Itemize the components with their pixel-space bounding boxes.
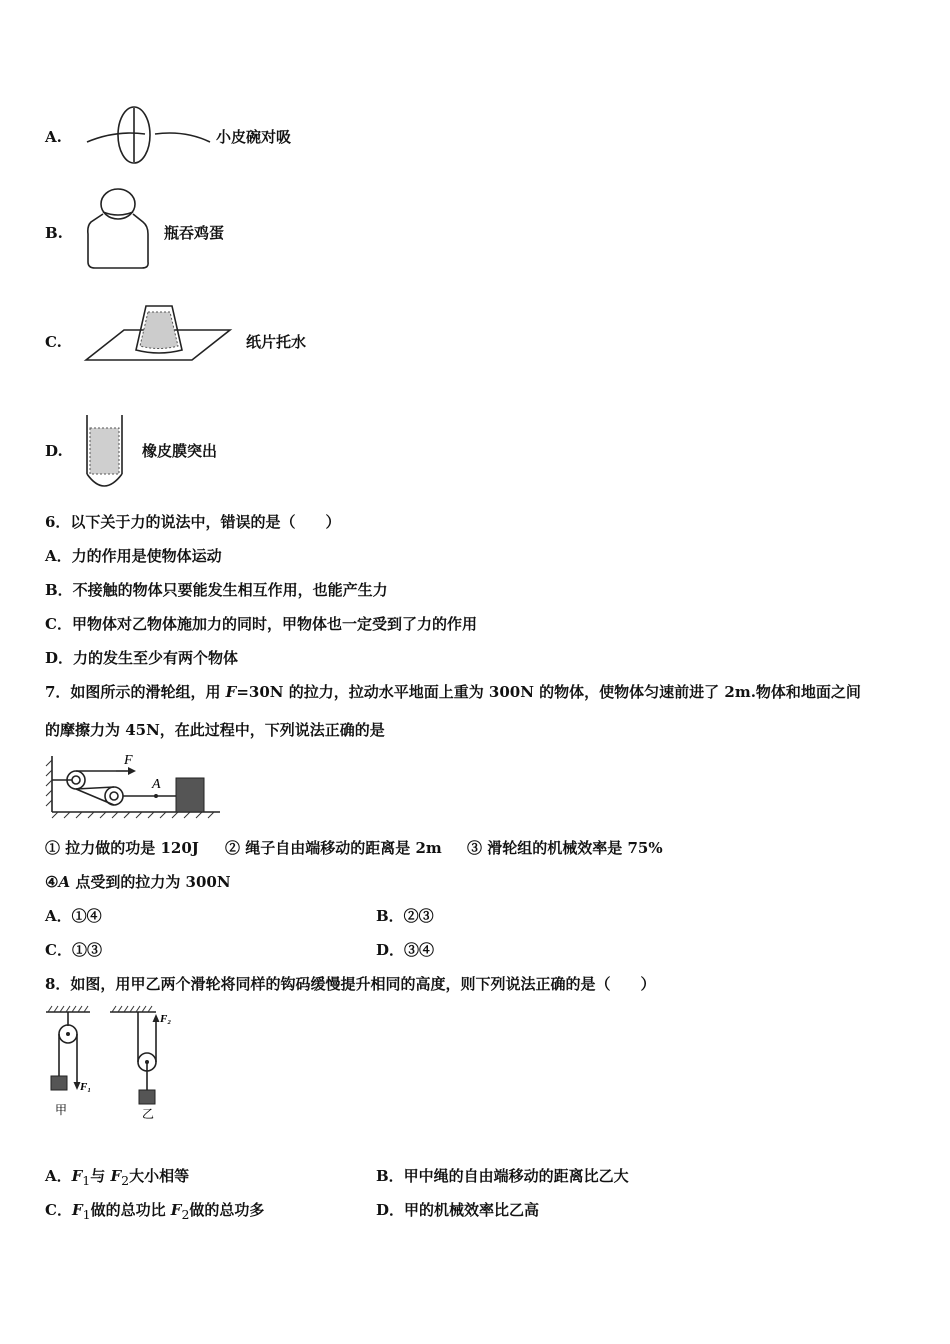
q6-stem: 6．以下关于力的说法中，错误的是（ ）	[45, 513, 341, 531]
fig-f2: F₂	[160, 1013, 172, 1025]
fig-f1: F₁	[80, 1081, 92, 1093]
q5-option-a-text: 小皮碗对吸	[216, 128, 292, 146]
fig-jia: 甲	[55, 1103, 68, 1117]
paper-card-water-figure	[84, 300, 234, 366]
q7-option-a: A．①④	[45, 907, 102, 925]
suction-cups-figure	[85, 104, 215, 166]
q6-option-c: C．甲物体对乙物体施加力的同时，甲物体也一定受到了力的作用	[45, 615, 477, 633]
fig-yi: 乙	[142, 1107, 155, 1121]
fig-label-a: A	[152, 777, 161, 792]
q6-option-a: A．力的作用是使物体运动	[45, 547, 222, 565]
q5-option-c-letter: C.	[45, 333, 62, 351]
q6-option-b: B．不接触的物体只要能发生相互作用，也能产生力	[45, 581, 388, 599]
q5-option-b-text: 瓶吞鸡蛋	[164, 224, 225, 242]
q7-option-d: D．③④	[376, 941, 435, 959]
pulley-block-figure	[44, 752, 224, 818]
q6-option-d: D．力的发生至少有两个物体	[45, 649, 239, 667]
bottle-egg-figure	[85, 186, 155, 272]
q5-option-d-text: 橡皮膜突出	[142, 442, 218, 460]
q5-option-a-letter: A.	[45, 128, 62, 146]
q8-option-a: A．$F_1$与 $F_2$大小相等	[45, 1167, 190, 1188]
q5-option-d-letter: D.	[45, 442, 63, 460]
q7-statement-3: ③ 滑轮组的机械效率是 75%	[467, 839, 663, 857]
q8-stem: 8．如图，用甲乙两个滑轮将同样的钩码缓慢提升相同的高度，则下列说法正确的是（ ）	[45, 975, 656, 993]
q7-stem-line1: 7．如图所示的滑轮组，用 F=30N 的拉力，拉动水平地面上重为 300N 的物体，使物体匀速前进了 2m.物体和地面之间	[45, 683, 861, 701]
q7-option-c: C．①③	[45, 941, 102, 959]
q7-statement-1: ① 拉力做的功是 120J	[45, 839, 199, 857]
q5-option-c-text: 纸片托水	[246, 333, 307, 351]
q7-option-b: B．②③	[376, 907, 434, 925]
q8-option-b: B．甲中绳的自由端移动的距离比乙大	[376, 1167, 629, 1185]
q7-statement-4: ④A 点受到的拉力为 300N	[45, 873, 231, 891]
q5-option-b-letter: B.	[45, 224, 63, 242]
q7-stem-line2: 的摩擦力为 45N，在此过程中，下列说法正确的是	[45, 721, 385, 739]
fig-label-f: F	[124, 753, 133, 768]
q8-option-c: C．$F_1$做的总功比 $F_2$做的总功多	[45, 1201, 265, 1222]
q7-statement-2: ② 绳子自由端移动的距离是 2m	[225, 839, 442, 857]
fixed-movable-pulley-figure	[44, 1004, 194, 1124]
q8-option-d: D．甲的机械效率比乙高	[376, 1201, 540, 1219]
rubber-membrane-figure	[82, 412, 132, 492]
